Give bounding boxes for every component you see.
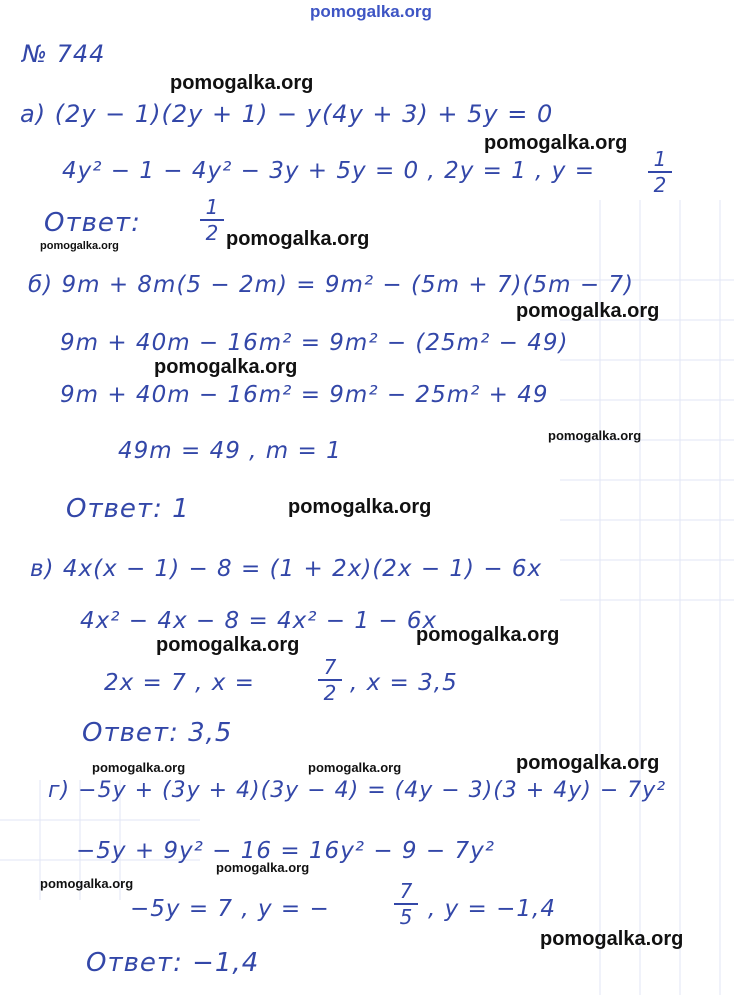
- watermark: pomogalka.org: [92, 760, 186, 775]
- part-d-step-2-right: , y = −1,4: [428, 896, 556, 922]
- watermark: pomogalka.org: [154, 356, 298, 378]
- part-c-answer: Ответ: 3,5: [82, 718, 233, 748]
- part-b-answer: Ответ: 1: [66, 494, 190, 524]
- part-a-answer-label: Ответ:: [44, 208, 141, 238]
- part-d-fraction: 7 5: [394, 880, 418, 928]
- part-d-answer: Ответ: −1,4: [86, 948, 260, 978]
- watermark: pomogalka.org: [226, 228, 370, 250]
- watermark: pomogalka.org: [516, 300, 660, 322]
- watermark: pomogalka.org: [540, 928, 684, 950]
- part-b-step-2: 9m + 40m − 16m² = 9m² − 25m² + 49: [60, 382, 549, 408]
- part-c-step-2-right: , x = 3,5: [350, 670, 458, 696]
- watermark: pomogalka.org: [548, 428, 642, 443]
- part-b-step-1: 9m + 40m − 16m² = 9m² − (25m² − 49): [60, 330, 569, 356]
- part-d-equation: г) −5y + (3y + 4)(3y − 4) = (4y − 3)(3 + 4y) − 7y²: [48, 778, 667, 803]
- part-a-equation: а) (2y − 1)(2y + 1) − y(4y + 3) + 5y = 0: [20, 100, 554, 128]
- part-d-step-1: −5y + 9y² − 16 = 16y² − 9 − 7y²: [76, 838, 495, 864]
- part-a-simplification: 4y² − 1 − 4y² − 3y + 5y = 0 , 2y = 1 , y =: [62, 158, 595, 184]
- part-b-equation: б) 9m + 8m(5 − 2m) = 9m² − (5m + 7)(5m − 7): [28, 272, 635, 298]
- watermark: pomogalka.org: [40, 240, 119, 252]
- part-c-step-1: 4x² − 4x − 8 = 4x² − 1 − 6x: [80, 608, 438, 634]
- watermark: pomogalka.org: [308, 760, 402, 775]
- part-c-equation: в) 4x(x − 1) − 8 = (1 + 2x)(2x − 1) − 6x: [30, 556, 543, 582]
- watermark: pomogalka.org: [40, 876, 134, 891]
- watermark: pomogalka.org: [156, 634, 300, 656]
- part-c-step-2-left: 2x = 7 , x =: [104, 670, 255, 696]
- part-a-answer-fraction: 1 2: [200, 196, 224, 244]
- watermark-top: pomogalka.org: [310, 2, 432, 21]
- watermark: pomogalka.org: [170, 72, 314, 94]
- watermark: pomogalka.org: [484, 132, 628, 154]
- part-d-step-2-left: −5y = 7 , y = −: [130, 896, 330, 922]
- watermark: pomogalka.org: [416, 624, 560, 646]
- part-a-result-fraction: 1 2: [648, 148, 672, 196]
- part-b-step-3: 49m = 49 , m = 1: [118, 438, 342, 464]
- part-c-fraction: 7 2: [318, 656, 342, 704]
- problem-number: № 744: [22, 40, 106, 68]
- watermark: pomogalka.org: [216, 860, 310, 875]
- watermark: pomogalka.org: [516, 752, 660, 774]
- watermark: pomogalka.org: [288, 496, 432, 518]
